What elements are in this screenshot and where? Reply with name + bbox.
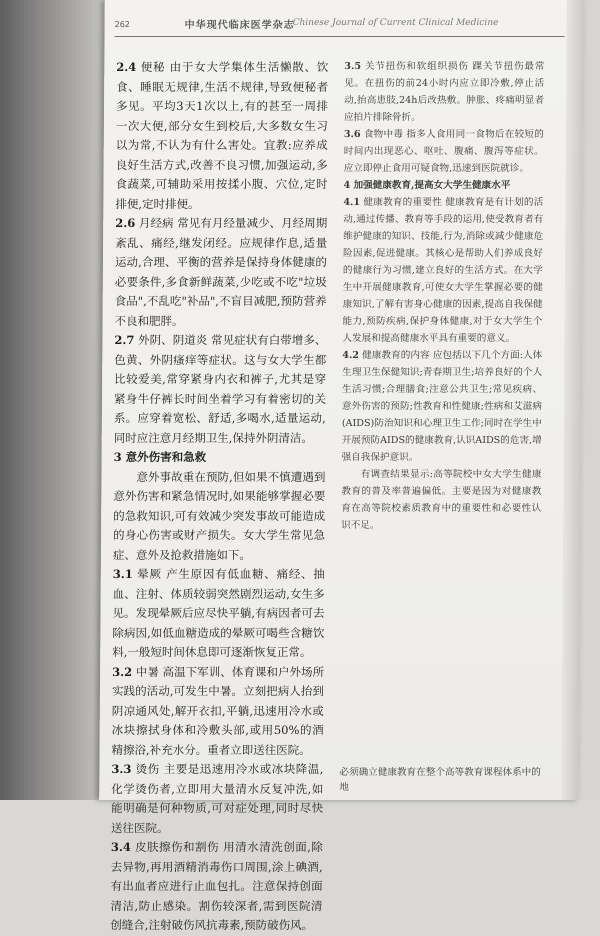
paragraph-number: 3.6	[343, 129, 361, 140]
paragraph	[341, 466, 541, 534]
book-page	[99, 0, 585, 932]
paragraph-number: 3.4	[110, 840, 131, 854]
paragraph-number: 2.6	[115, 216, 136, 230]
paragraph	[112, 565, 325, 663]
paragraph-number: 2.4	[116, 60, 137, 74]
header-rule	[115, 36, 565, 37]
paragraph-number: 4.1	[343, 197, 361, 208]
paragraph-text: 有调查结果显示:高等院校中女大学生健康教育的普及率普遍偏低。主要是因为对健康教育在高等院校素质教育中的重要性和必要性认识不足。	[341, 469, 542, 531]
paragraph-text: 健康教育的重要性 健康教育是有计划的活动,通过传播、教育等手段的运用,使受教育者有维护健康的知识、技能,行为,消除或减少健康危险因素,促进健康。其核心是帮助人们养成良好的健康行为习惯,建立良好的生活方式。在大学生中开展健康教育,可使女大学生掌握必要的健康知识,了解有害身心健康的因素,提高自我保健能力,预防疾病,保护身体健康,对于女大学生个人发展和提高健康水平具有重要的意义。	[342, 197, 544, 344]
paragraph	[115, 58, 328, 214]
paragraph-text: 关节扭伤和软组织损伤 踝关节扭伤最常见。在扭伤的前24小时内应立即冷敷,停止活动,抬高患肢,24h后改热敷。肿胀、疼痛明显者应拍片排除骨折。	[343, 61, 545, 123]
paragraph-number: 3.1	[112, 567, 133, 581]
paragraph	[344, 126, 544, 177]
paragraph-number: 4.2	[342, 350, 360, 361]
paragraph	[111, 663, 324, 761]
paragraph-text: 外阴、阴道炎 常见症状有白带增多、色黄、外阴瘙痒等症状。这与女大学生都比较爱美,常穿紧身内衣和裤子,尤其是穿紧身牛仔裤长时间坐着学习有着密切的关系。应穿着宽松、舒适,多喝水,适量运动,同时应注意月经期卫生,保持外阴清洁。	[113, 333, 327, 445]
paragraph-number: 3.3	[111, 762, 132, 776]
paragraph-number: 3.5	[344, 61, 362, 72]
paragraph	[114, 331, 327, 448]
left-column	[110, 58, 328, 936]
paragraph-number: 3.2	[112, 664, 133, 679]
paragraph	[113, 468, 326, 566]
paragraph-text: 便秘 由于女大学集体生活懒散、饮食、睡眠无规律,生活不规律,导致便秘者多见。平均3天1次以上,有的甚至一周排一次大便,部分女生到校后,大多数女生习以为常,不认为有什么害处。宜教:应养成良好生活方式,改善不良习惯,加强运动,多食蔬菜,可辅助采用按揉小腹、穴位,定时排便,定时排便。	[115, 60, 329, 211]
right-column	[341, 58, 544, 534]
journal-title-cn: 中华现代临床医学杂志	[184, 20, 295, 31]
tail-line: 必须确立健康教育在整个高等教育课程体系中的地	[339, 767, 541, 793]
section-heading: 4 加强健康教育,提高女大学生健康水平	[343, 180, 511, 191]
paragraph-text: 健康教育的内容 应包括以下几个方面:人体生理卫生保健知识;青春期卫生;培养良好的个人生活习惯;合理膳食;注意公共卫生;常见疾病、意外伤害的预防;性教育和性健康;性病和艾滋病(AIDS)防治知识和心理卫生工作;同时在学生中开展预防AIDS的健康教育,认识AIDS的危害,增强自我保护意识。	[341, 350, 543, 463]
page-number: 262	[114, 20, 130, 29]
paragraph	[111, 760, 324, 838]
paragraph-text: 中暑 高温下军训、体育课和户外场所实践的活动,可发生中暑。立刻把病人抬到阴凉通风处,解开衣扣,平躺,迅速用冷水或冰块擦拭身体和冷敷头部,或用50%的酒精擦浴,补充水分。重者立即送往医院。	[111, 664, 325, 757]
paragraph-text: 烫伤 主要是迅速用冷水或冰块降温,化学烫伤者,立即用大量清水反复冲洗,如能明确是何种物质,可对症处理,同时尽快送往医院。	[110, 762, 324, 835]
paragraph	[114, 214, 327, 331]
paragraph-text: 意外事故重在预防,但如果不慎遭遇到意外伤害和紧急情况时,如果能够掌握必要的急救知识,可有效减少突发事故可能造成的身心伤害或财产损失。女大学生常见急症、意外及抢救措施如下。	[112, 469, 326, 562]
paragraph-text: 食物中毒 指多人食用同一食物后在较短的时间内出现恶心、呕吐、腹痛、腹泻等症状。应立即停止食用可疑食物,迅速到医院就诊。	[343, 129, 544, 174]
paragraph	[342, 347, 543, 466]
paragraph	[342, 194, 543, 347]
paragraph	[344, 58, 544, 126]
paragraph-text: 晕厥 产生原因有低血糖、痛经、抽血、注射、体质较弱突然剧烈运动,女生多见。发现晕厥后应尽快平躺,有病因者可去除病因,如低血糖造成的晕厥可喝些含糖饮料,一般短时间休息即可逐渐恢复正常。	[112, 567, 325, 659]
paragraph-text: 皮肤擦伤和割伤 用清水清洗创面,除去异物,再用酒精消毒伤口周围,涂上碘酒,有出血者应进行止血包扎。注意保持创面清洁,防止感染。割伤较深者,需到医院清创缝合,注射破伤风抗毒素,预防破伤风。	[110, 840, 323, 932]
running-header	[115, 6, 565, 40]
section-heading: 3 意外伤害和急救	[113, 450, 207, 464]
journal-title-en: Chinese Journal of Current Clinical Medicine	[292, 18, 499, 28]
paragraph	[110, 838, 323, 936]
paragraph-number: 2.7	[114, 333, 135, 347]
paragraph-text: 月经病 常见有月经量减少、月经周期紊乱、痛经,继发闭经。应规律作息,适量运动,合理、平衡的营养是保持身体健康的必要条件,多食新鲜蔬菜,少吃或不吃"垃圾食品",不乱吃"补品",不盲目减肥,预防营养不良和肥胖。	[114, 216, 328, 328]
